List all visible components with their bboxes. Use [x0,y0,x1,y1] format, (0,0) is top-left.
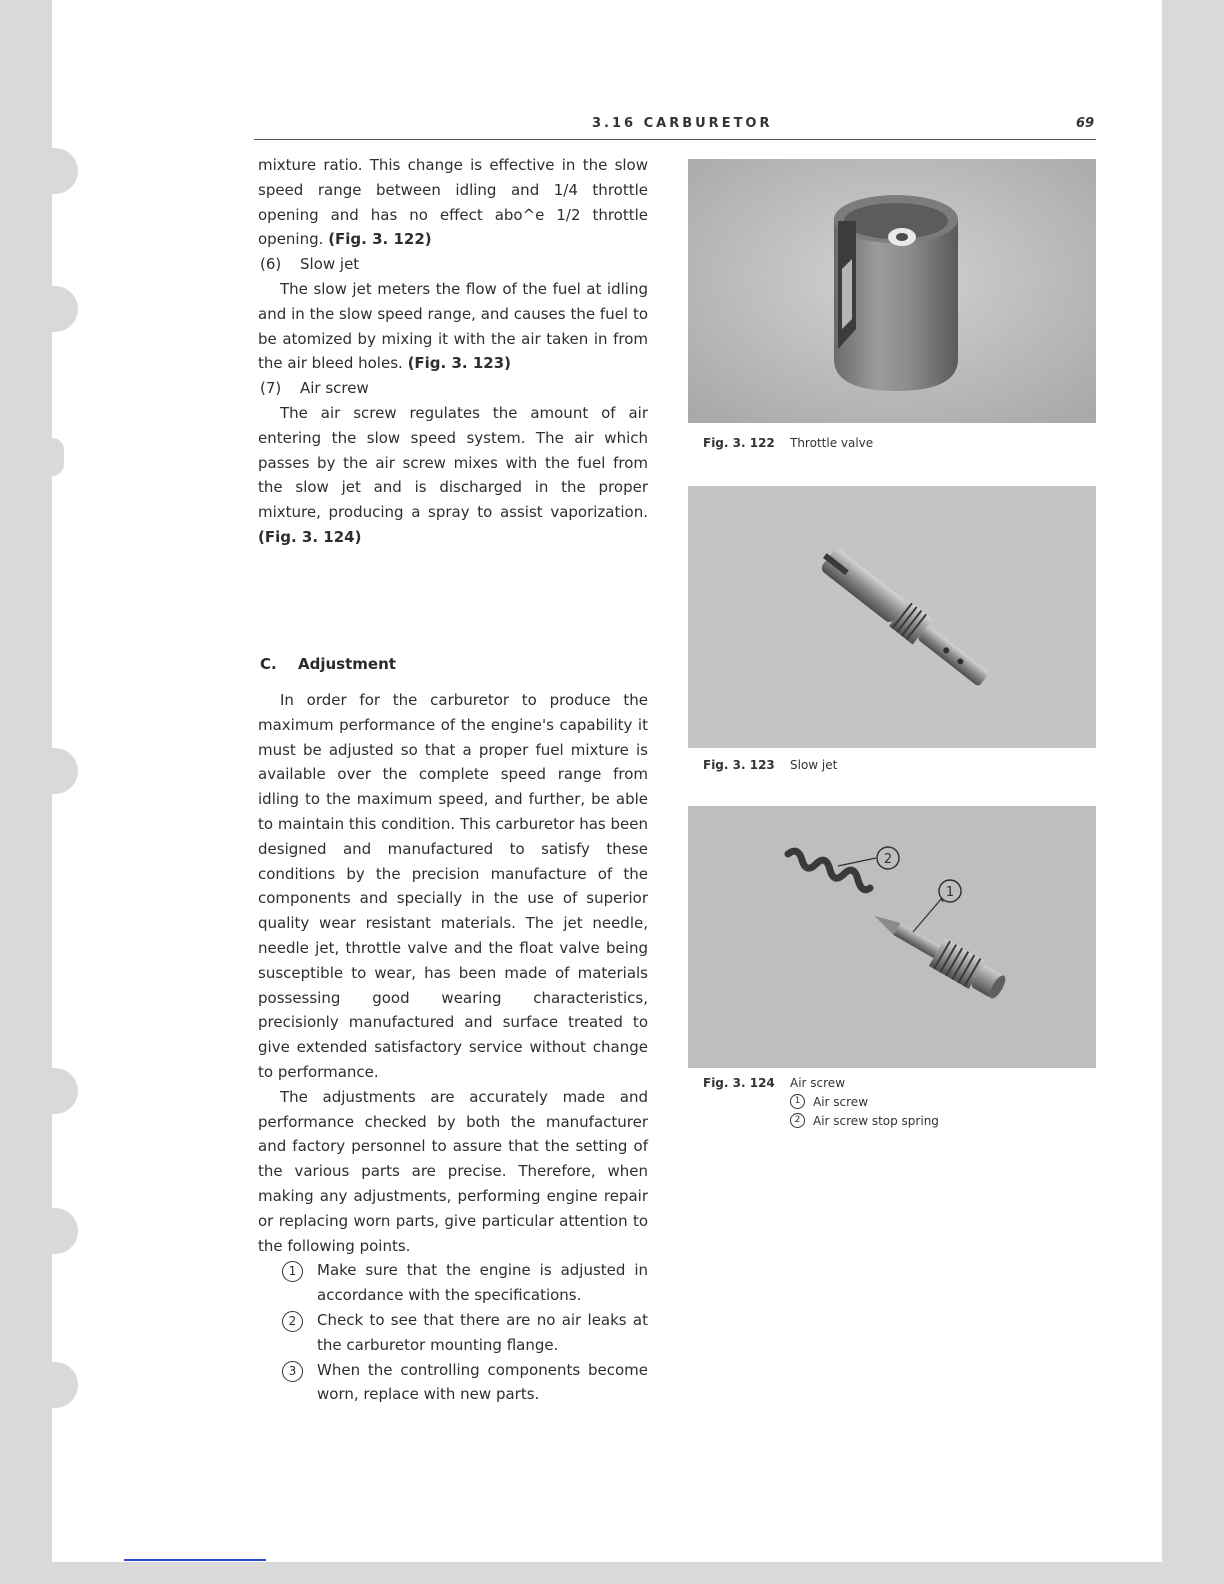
figure-caption: Fig. 3. 123 Slow jet [703,758,838,772]
adjustment-text [258,688,648,1407]
air-screw-illustration [688,806,1096,1068]
callout-label: 2 [883,852,893,867]
list-item: 3 When the controlling components become worn, replace with new parts. [258,1358,648,1408]
list-item: 2 Check to see that there are no air leaks at the carburetor mounting flange. [258,1308,648,1358]
figure-caption: Fig. 3. 124 Air screw 1 Air screw 2 Air screw stop spring [703,1076,939,1128]
paragraph: The adjustments are accurately made and performance checked by both the manufacturer and factory personnel to assure that the setting of the various parts are precise. Therefore, when making any adjustments, performing engine repair or replacing worn parts, give particular attention to the following points. [258,1087,648,1255]
paragraph: In order for the carburetor to produce the maximum performance of the engine's capability it must be adjusted so that a proper fuel mixture is available over the complete speed range from idling to the maximum speed, and further, be able to maintain this condition. This carburetor has been designed and manufactured to satisfy these conditions by the precision manufacture of the components and specially in the use of superior quality wear resistant materials. The jet needle, needle jet, throttle valve and the float valve being susceptible to wear, has been made of materials possessing good wearing characteristics, precisionly manufactured and surface treated to give extended satisfactory service without change to performance. [258,691,648,1081]
figure-caption: Fig. 3. 122 Throttle valve [703,436,874,450]
slow-jet-photo [688,486,1096,748]
binder-hole [52,438,64,476]
item-heading-air-screw: (7) Air screw [260,379,369,398]
page-edge-marker [124,1559,266,1561]
circled-number: 1 [282,1261,303,1282]
slow-jet-illustration [688,486,1096,748]
callout-label: 1 [945,885,955,900]
paragraph: The slow jet meters the flow of the fuel at idling and in the slow speed range, and causes the fuel to be atomized by mixing it with the air taken in from the air bleed holes. (Fig. 3. 123) [258,279,648,373]
legend-item: 1 Air screw [790,1094,939,1109]
header-rule [254,139,1096,140]
throttle-valve-illustration [688,159,1096,423]
paragraph: mixture ratio. This change is effective in the slow speed range between idling and 1/4 throttle opening and has no effect abo^e 1/2 throttle opening. (Fig. 3. 122) [258,156,648,249]
figure-reference: (Fig. 3. 122) [328,230,432,249]
figure-reference: (Fig. 3. 124) [258,527,362,546]
figure-reference: (Fig. 3. 123) [407,354,511,373]
intro-text [258,153,648,550]
throttle-valve-photo [688,159,1096,423]
circled-number: 2 [282,1311,303,1332]
air-screw-photo [688,806,1096,1068]
circled-number: 3 [282,1361,303,1382]
item-heading-slow-jet: (6) Slow jet [260,255,360,274]
page-number: 69 [1076,116,1095,131]
section-heading: C. Adjustment [260,655,396,673]
list-item: 1 Make sure that the engine is adjusted in accordance with the specifications. [258,1258,648,1308]
legend-item: 2 Air screw stop spring [790,1113,939,1128]
running-header-title: 3.16 CARBURETOR [592,116,773,131]
paragraph: The air screw regulates the amount of air entering the slow speed system. The air which passes by the air screw mixes with the fuel from the slow jet and is discharged in the proper mixture, producing a spray to assist vaporization. (Fig. 3. 124) [258,403,648,546]
numbered-list [258,1258,648,1407]
